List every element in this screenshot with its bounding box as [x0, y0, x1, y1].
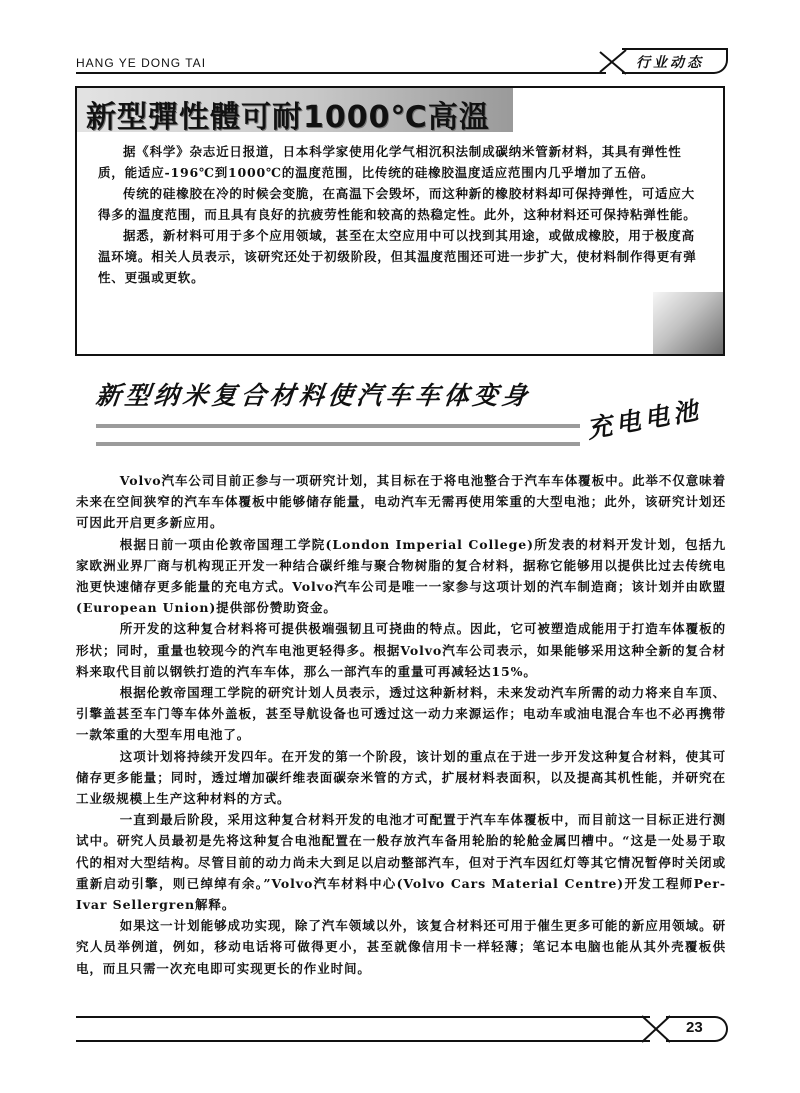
article2-paragraph: Volvo汽车公司目前正参与一项研究计划，其目标在于将电池整合于汽车车体覆板中。此举不仅意味着未来在空间狭窄的汽车车体覆板中能够储存能量，电动汽车无需再使用笨重的大型电池；此外，该研究计划还可因此开启更多新应用。: [76, 473, 726, 531]
article1-title: 新型彈性體可耐1000℃高溫: [86, 100, 490, 135]
article2-title: 新型纳米复合材料使汽车车体变身: [94, 381, 533, 410]
page-number: 23: [686, 1019, 703, 1036]
header-section-title: HANG YE DONG TAI: [76, 56, 207, 70]
article2-body: [76, 470, 726, 979]
article1-paragraph: 据悉，新材料可用于多个应用领域，甚至在太空应用中可以找到其用途，或做成橡胶，用于极度高温环境。相关人员表示，该研究还处于初级阶段，但其温度范围还可进一步扩大，使材料制作得更有弹性、更强或更软。: [98, 228, 697, 285]
article2-paragraph: 这项计划将持续开发四年。在开发的第一个阶段，该计划的重点在于进一步开发这种复合材料，使其可储存更多能量；同时，透过增加碳纤维表面碳奈米管的方式，扩展材料表面积，以及提高其机性能，并研究在工业级规模上生产这种材料的方式。: [76, 748, 726, 807]
article2-paragraph: 根据日前一项由伦敦帝国理工学院(London Imperial College)所发表的材料开发计划，包括九家欧洲业界厂商与机构现正开发一种结合碳纤维与聚合物树脂的复合材料，据称它能够用以提供比过去传统电池更快速储存更多能量的充电方式。Volvo汽车公司是唯一一家参与这项计划的汽车制造商；该计划并由欧盟(European Union)提供部份赞助资金。: [76, 536, 726, 616]
article2-paragraph: 如果这一计划能够成功实现，除了汽车领域以外，该复合材料还可用于催生更多可能的新应用领域。研究人员举例道，例如，移动电话将可做得更小，甚至就像信用卡一样轻薄；笔记本电脑也能从其外壳覆板供电，而且只需一次充电即可实现更长的作业时间。: [76, 918, 726, 976]
article1-paragraph: 传统的硅橡胶在冷的时候会变脆，在高温下会毁坏，而这种新的橡胶材料却可保持弹性，可适应大得多的温度范围，而且具有良好的抗疲劳性能和较高的热稳定性。此外，这种材料还可保持粘弹性能。: [98, 186, 697, 222]
article2-title-rule: [96, 442, 580, 446]
article2-paragraph: 一直到最后阶段，采用这种复合材料开发的电池才可配置于汽车车体覆板中，而目前这一目标正进行测试中。研究人员最初是先将这种复合电池配置在一般存放汽车备用轮胎的轮舱金属凹槽中。“这是一处易于取代的相对大型结构。尽管目前的动力尚未大到足以启动整部汽车，但对于汽车因红灯等其它情况暂停时关闭或重新启动引擎，则已绰绰有余。”Volvo汽车材料中心(Volvo Cars Material Centre)开发工程师Per-Ivar Sellergren解释。: [76, 812, 726, 913]
article2-subtitle: 充电电池: [584, 395, 704, 444]
article1-corner-gradient: [653, 292, 723, 354]
footer-rule: [76, 1040, 650, 1042]
header-column-name: 行业动态: [636, 55, 704, 71]
article2-title-rule: [96, 424, 580, 428]
article1-paragraph: 据《科学》杂志近日报道，日本科学家使用化学气相沉积法制成碳纳米管新材料，其具有弹性性质，能适应-196℃到1000℃的温度范围，比传统的硅橡胶温度适应范围内几乎增加了五倍。: [98, 144, 682, 180]
article1-body: [98, 141, 698, 288]
article2-paragraph: 根据伦敦帝国理工学院的研究计划人员表示，透过这种新材料，未来发动汽车所需的动力将来自车顶、引擎盖甚至车门等车体外盖板，甚至导航设备也可透过这一动力来源运作；电动车或油电混合车也不必再携带一款笨重的大型车用电池了。: [76, 685, 726, 743]
footer-rule: [76, 1016, 650, 1018]
header-rule: [76, 72, 606, 74]
article2-paragraph: 所开发的这种复合材料将可提供极端强韧且可挠曲的特点。因此，它可被塑造成能用于打造车体覆板的形状；同时，重量也较现今的汽车电池更轻得多。根据Volvo汽车公司表示，如果能够采用这种全新的复合材料来取代目前以钢铁打造的汽车车体，那么一部汽车的重量可再减轻达15%。: [76, 621, 726, 679]
